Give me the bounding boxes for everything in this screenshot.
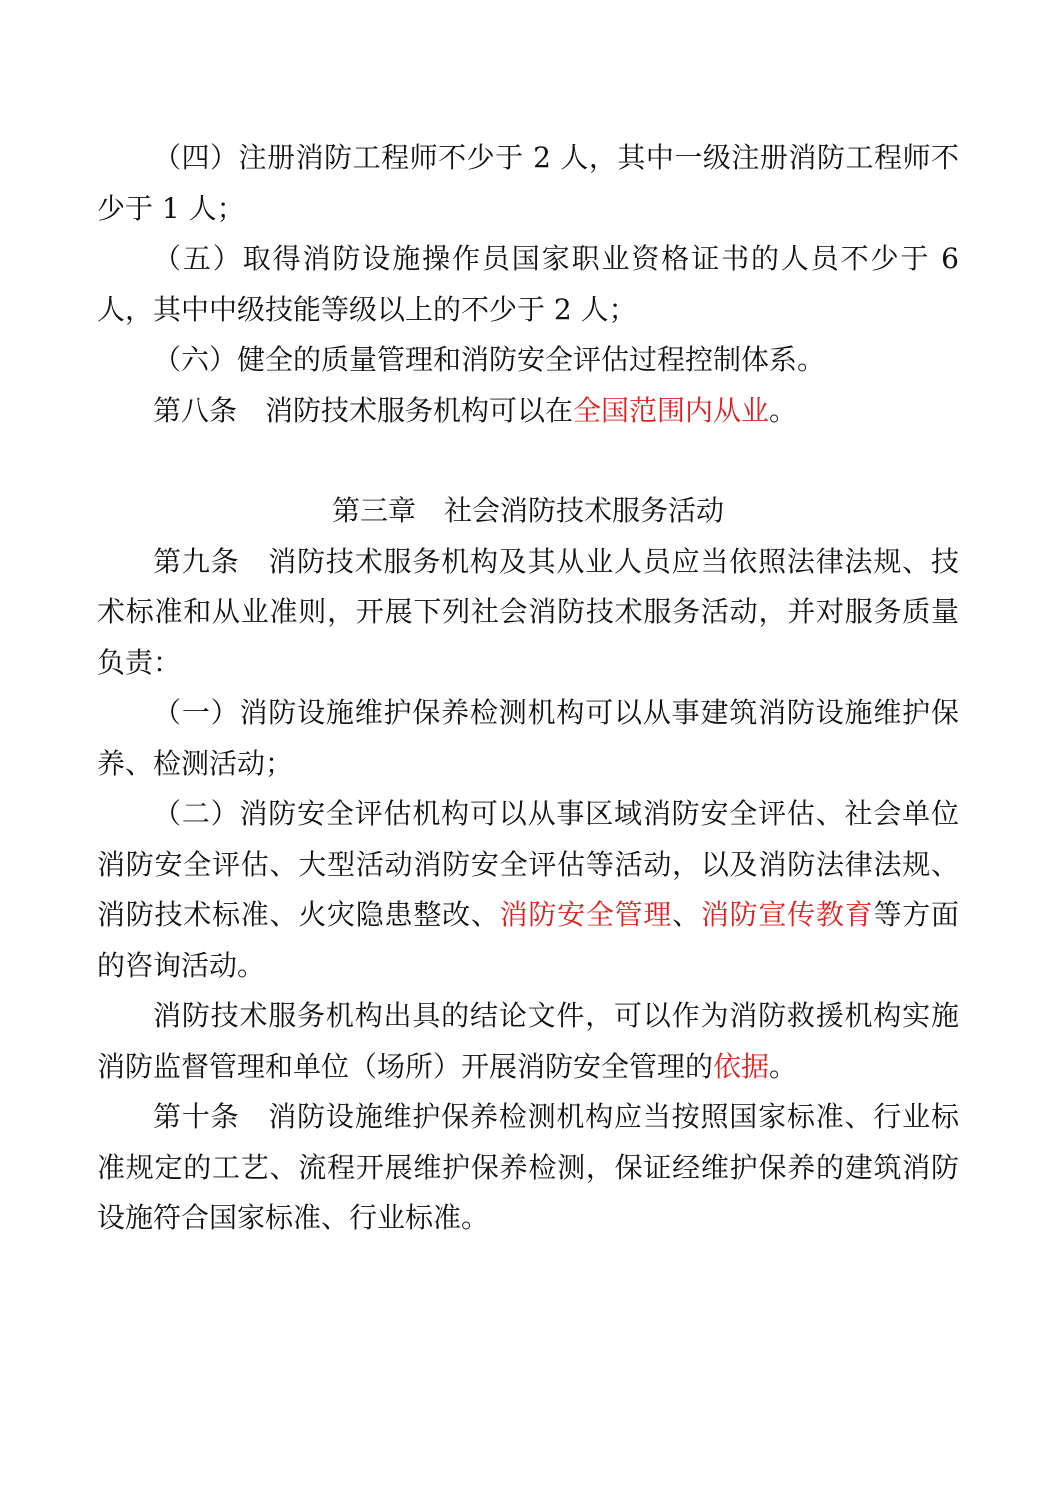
highlighted-text: 消防安全管理 — [499, 898, 673, 931]
paragraph-text: 等方面的咨询活动。 — [97, 898, 959, 982]
paragraph-text: （二）消防安全评估机构可以从事区域消防安全评估、社会单位消防安全评估、大型活动消防安全评估等活动，以及消防法律法规、消防技术标准、火灾隐患整改、 — [97, 797, 959, 931]
paragraph-item-5 — [97, 234, 959, 335]
paragraph-text: （一）消防设施维护保养检测机构可以从事建筑消防设施维护保养、检测活动； — [97, 696, 959, 780]
paragraph-text: （五）取得消防设施操作员国家职业资格证书的人员不少于 6 人，其中中级技能等级以上的不少于 2 人； — [97, 242, 959, 326]
paragraph-text: 、 — [672, 898, 701, 931]
highlighted-text: 全国范围内从业 — [573, 393, 770, 427]
article-9-conclusion — [97, 991, 959, 1092]
paragraph-text: （六）健全的质量管理和消防安全评估过程控制体系。 — [153, 343, 826, 376]
article-10 — [97, 1092, 959, 1244]
paragraph-text: 第九条 消防技术服务机构及其从业人员应当依照法律法规、技术标准和从业准则，开展下列社会消防技术服务活动，并对服务质量负责： — [97, 544, 959, 679]
paragraph-text: 。 — [769, 393, 798, 427]
highlighted-text: 消防宣传教育 — [700, 898, 874, 931]
highlighted-text: 依据 — [713, 1049, 770, 1083]
paragraph-text: 。 — [769, 1049, 798, 1083]
article-9-item-2 — [97, 789, 959, 991]
paragraph-text: 消防技术服务机构出具的结论文件，可以作为消防救援机构实施消防监督管理和单位（场所）开展消防安全管理的 — [97, 999, 959, 1083]
article-9 — [97, 537, 959, 689]
article-9-item-1 — [97, 688, 959, 789]
paragraph-text: （四）注册消防工程师不少于 2 人，其中一级注册消防工程师不少于 1 人； — [97, 141, 959, 225]
article-8 — [97, 386, 959, 437]
paragraph-item-6 — [97, 335, 959, 386]
document-body — [97, 133, 959, 1244]
paragraph-item-4 — [97, 133, 959, 234]
paragraph-text: 第八条 消防技术服务机构可以在 — [153, 393, 574, 427]
paragraph-text: 第十条 消防设施维护保养检测机构应当按照国家标准、行业标准规定的工艺、流程开展维护保养检测，保证经维护保养的建筑消防设施符合国家标准、行业标准。 — [97, 1100, 959, 1234]
chapter-title: 第三章 社会消防技术服务活动 — [331, 494, 724, 527]
